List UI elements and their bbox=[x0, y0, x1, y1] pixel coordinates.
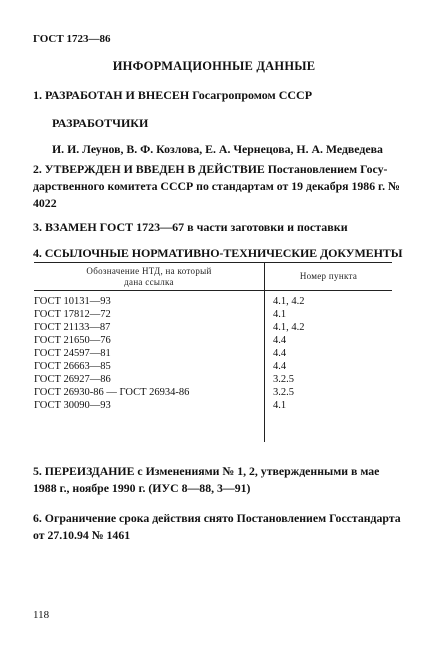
table-row-8-item: 3.2.5 bbox=[273, 387, 294, 398]
table-top-border bbox=[34, 262, 392, 263]
table-row-6-doc: ГОСТ 26663—85 bbox=[34, 361, 111, 372]
table-header-border bbox=[34, 290, 392, 291]
table-header-document-line2: дана ссылка bbox=[124, 277, 174, 287]
standard-number-header: ГОСТ 1723—86 bbox=[33, 33, 111, 45]
table-header-document-line1: Обозначение НТД, на который bbox=[86, 266, 212, 276]
table-column-divider bbox=[264, 262, 265, 442]
table-row-1-item: 4.1, 4.2 bbox=[273, 296, 305, 307]
table-row-3-doc: ГОСТ 21133—87 bbox=[34, 322, 111, 333]
table-row-7-doc: ГОСТ 26927—86 bbox=[34, 374, 111, 385]
table-row-5-item: 4.4 bbox=[273, 348, 287, 359]
page-title: ИНФОРМАЦИОННЫЕ ДАННЫЕ bbox=[112, 59, 316, 73]
references-table bbox=[34, 262, 392, 442]
section-2-approved: 2. УТВЕРЖДЕН И ВВЕДЕН В ДЕЙСТВИЕ Постановлением Госу-дарственного комитета СССР по стандартам от 19 декабря 1986 г. № 4022 bbox=[33, 162, 400, 210]
table-row-1-doc: ГОСТ 10131—93 bbox=[34, 296, 111, 307]
developers-names: И. И. Леунов, В. Ф. Козлова, Е. А. Чернецова, Н. А. Медведева bbox=[52, 142, 383, 156]
table-row-8-doc: ГОСТ 26930-86 — ГОСТ 26934-86 bbox=[34, 387, 190, 398]
table-row-4-doc: ГОСТ 21650—76 bbox=[34, 335, 111, 346]
table-row-7-item: 3.2.5 bbox=[273, 374, 294, 385]
table-row-9-doc: ГОСТ 30090—93 bbox=[34, 400, 111, 411]
table-header-document bbox=[34, 266, 264, 288]
table-header-item: Номер пункта bbox=[299, 271, 358, 281]
table-row-9-item: 4.1 bbox=[273, 400, 287, 411]
section-5-reissue: 5. ПЕРЕИЗДАНИЕ с Изменениями № 1, 2, утвержденными в мае 1988 г., ноябре 1990 г. (ИУС 8—88, 3—91) bbox=[33, 464, 380, 495]
table-row-3-item: 4.1, 4.2 bbox=[273, 322, 305, 333]
table-row-5-doc: ГОСТ 24597—81 bbox=[34, 348, 111, 359]
page-number: 118 bbox=[33, 609, 50, 621]
table-row-4-item: 4.4 bbox=[273, 335, 287, 346]
table-row-2-doc: ГОСТ 17812—72 bbox=[34, 309, 111, 320]
section-3-replaces: 3. ВЗАМЕН ГОСТ 1723—67 в части заготовки и поставки bbox=[33, 220, 348, 234]
table-row-6-item: 4.4 bbox=[273, 361, 287, 372]
section-6-validity: 6. Ограничение срока действия снято Постановлением Госстандарта от 27.10.94 № 1461 bbox=[33, 511, 401, 542]
developers-heading: РАЗРАБОТЧИКИ bbox=[52, 116, 149, 130]
section-1-developed: 1. РАЗРАБОТАН И ВНЕСЕН Госагропромом СССР bbox=[33, 88, 313, 102]
section-4-references: 4. ССЫЛОЧНЫЕ НОРМАТИВНО-ТЕХНИЧЕСКИЕ ДОКУМЕНТЫ bbox=[33, 246, 403, 260]
table-row-2-item: 4.1 bbox=[273, 309, 287, 320]
